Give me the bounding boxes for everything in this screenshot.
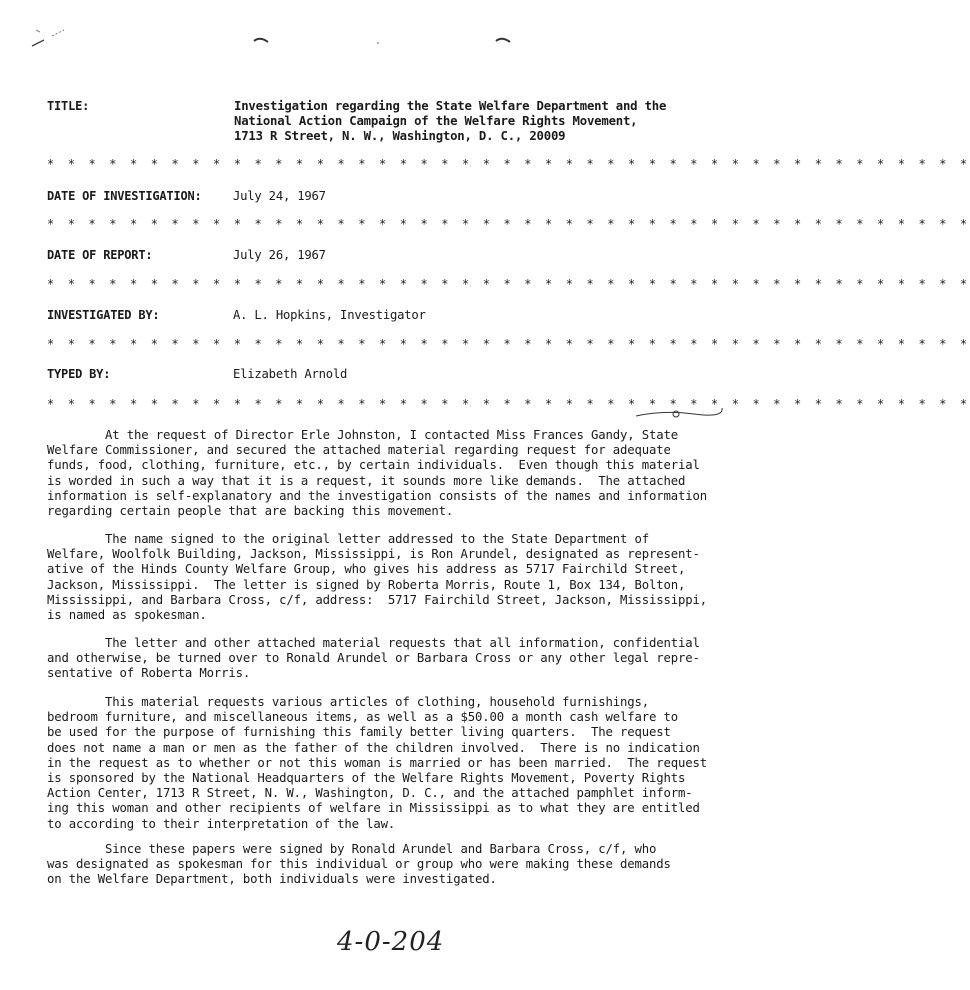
scan-mark-center (250, 34, 530, 52)
typed-by-value: Elizabeth Arnold (233, 367, 348, 381)
typed-by-label: TYPED BY: (47, 367, 111, 381)
paragraph-line: bedroom furniture, and miscellaneous items, as well as a $50.00 a month cash welfare to (47, 710, 679, 725)
paragraph-line: be used for the purpose of furnishing this family better living quarters. The request (47, 725, 671, 740)
title-line: National Action Campaign of the Welfare Rights Movement, (234, 114, 638, 129)
separator: * * * * * * * * * * * * * * * * * * * * * * * * * * * * * * * * * * * * * * * * * * * * * (47, 157, 970, 171)
investigated-by-value: A. L. Hopkins, Investigator (233, 308, 426, 322)
paragraph-line: funds, food, clothing, furniture, etc., by certain individuals. Even though this material (47, 458, 700, 473)
paragraph-4 (47, 695, 737, 832)
date-of-investigation-label: DATE OF INVESTIGATION: (47, 189, 202, 203)
investigated-by-label: INVESTIGATED BY: (47, 308, 160, 322)
paragraph-line: information is self-explanatory and the investigation consists of the names and information (47, 488, 708, 503)
handwritten-mark-icon (634, 404, 724, 424)
paragraph-line: Jackson, Mississippi. The letter is signed by Roberta Morris, Route 1, Box 134, Bolton, (47, 577, 686, 592)
paragraph-line: Action Center, 1713 R Street, N. W., Washington, D. C., and the attached pamphlet inform- (47, 786, 693, 801)
paragraph-2 (47, 532, 737, 623)
paragraph-line: is worded in such a way that it is a request, it sounds more like demands. The attached (47, 473, 686, 488)
paragraph-line: The letter and other attached material requests that all information, confidential (47, 636, 700, 650)
paragraph-line: Since these papers were signed by Ronald Arundel and Barbara Cross, c/f, who (47, 842, 657, 856)
separator: * * * * * * * * * * * * * * * * * * * * * * * * * * * * * * * * * * * * * * * * * * * * * (47, 277, 970, 291)
paragraph-line: regarding certain people that are backing this movement. (47, 504, 454, 519)
separator: * * * * * * * * * * * * * * * * * * * * * * * * * * * * * * * * * * * * * * * * * * * * * (47, 217, 970, 231)
scan-mark-center-icon (250, 35, 530, 47)
title-label: TITLE: (47, 99, 90, 113)
paragraph-line: is sponsored by the National Headquarters of the Welfare Rights Movement, Poverty Rights (47, 771, 686, 786)
scan-mark-left (30, 22, 74, 57)
paragraph-line: and otherwise, be turned over to Ronald Arundel or Barbara Cross or any other legal repre- (47, 651, 700, 666)
handwritten-mark (634, 404, 724, 429)
title-value (234, 99, 666, 145)
document-number: 4-0-204 (337, 927, 445, 957)
paragraph-line: to according to their interpretation of the law. (47, 816, 396, 831)
date-of-investigation-value: July 24, 1967 (233, 189, 326, 203)
date-of-report-value: July 26, 1967 (233, 248, 326, 262)
paragraph-line: The name signed to the original letter addressed to the State Department of (47, 532, 650, 546)
paragraph-line: sentative of Roberta Morris. (47, 666, 251, 681)
scan-mark-left-icon (30, 22, 74, 52)
separator: * * * * * * * * * * * * * * * * * * * * * * * * * * * * * * * * * * * * * * * * * * * * * (47, 397, 970, 411)
separator: * * * * * * * * * * * * * * * * * * * * * * * * * * * * * * * * * * * * * * * * * * * * * (47, 337, 970, 351)
paragraph-1 (47, 428, 737, 519)
paragraph-line: in the request as to whether or not this woman is married or has been married. The request (47, 755, 708, 770)
title-line: 1713 R Street, N. W., Washington, D. C., 20009 (234, 129, 566, 144)
paragraph-line: ative of the Hinds County Welfare Group, who gives his address as 5717 Fairchild Street, (47, 562, 686, 577)
paragraph-line: does not name a man or men as the father of the children involved. There is no indication (47, 740, 700, 755)
paragraph-line: is named as spokesman. (47, 608, 207, 623)
paragraph-line: At the request of Director Erle Johnston, I contacted Miss Frances Gandy, State (47, 428, 679, 442)
paragraph-line: Welfare, Woolfolk Building, Jackson, Mississippi, is Ron Arundel, designated as represent- (47, 547, 700, 562)
paragraph-3 (47, 636, 737, 682)
paragraph-5 (47, 842, 737, 888)
paragraph-line: on the Welfare Department, both individuals were investigated. (47, 872, 497, 887)
paragraph-line: was designated as spokesman for this individual or group who were making these demands (47, 857, 671, 872)
paragraph-line: ing this woman and other recipients of welfare in Mississippi as to what they are entitled (47, 801, 700, 816)
paragraph-line: Welfare Commissioner, and secured the attached material regarding request for adequate (47, 443, 671, 458)
paragraph-line: This material requests various articles of clothing, household furnishings, (47, 695, 650, 709)
title-line: Investigation regarding the State Welfare Department and the (234, 99, 667, 113)
paragraph-line: Mississippi, and Barbara Cross, c/f, address: 5717 Fairchild Street, Jackson, Mississippi, (47, 592, 708, 607)
date-of-report-label: DATE OF REPORT: (47, 248, 153, 262)
